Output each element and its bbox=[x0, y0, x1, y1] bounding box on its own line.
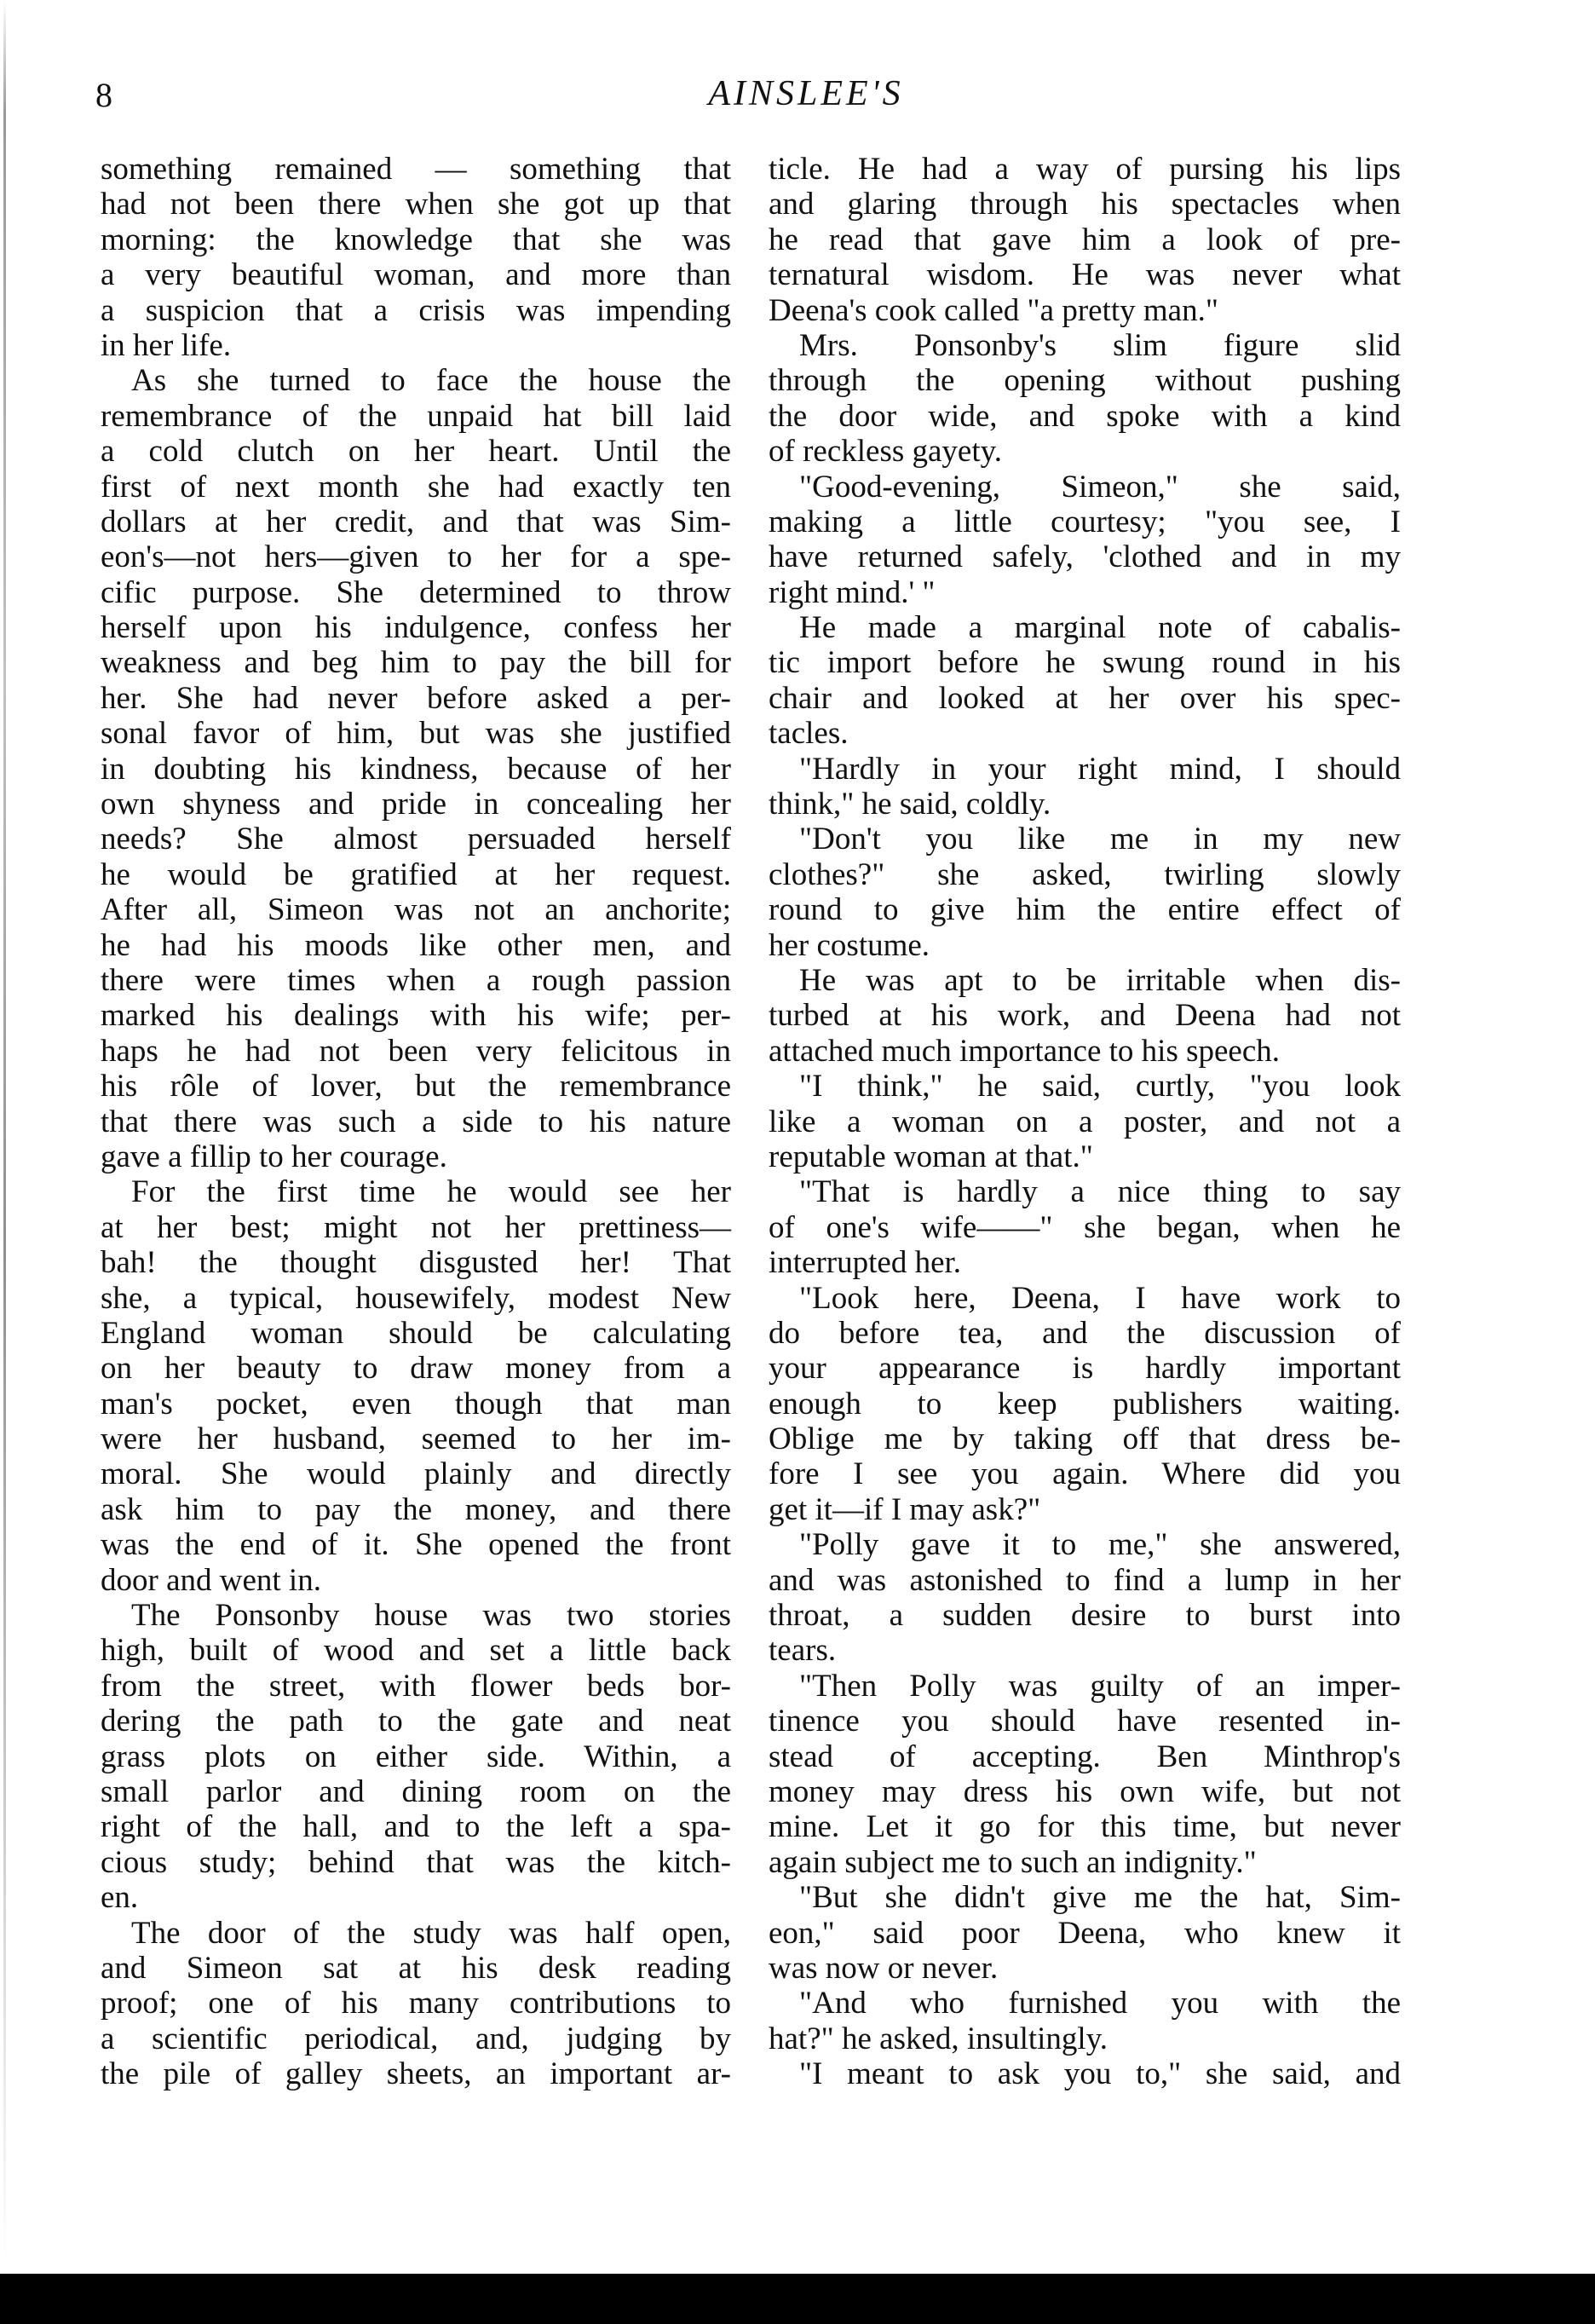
text-line: tic import before he swung round in his bbox=[769, 645, 1401, 681]
text-line: money may dress his own wife, but not bbox=[769, 1773, 1401, 1809]
text-line: of reckless gayety. bbox=[769, 434, 1002, 470]
paragraph bbox=[769, 1174, 1401, 1280]
text-line: do before tea, and the discussion of bbox=[769, 1315, 1401, 1351]
running-head: AINSLEE'S bbox=[708, 74, 904, 113]
text-line: "Good-evening, Simeon," she said, bbox=[799, 469, 1401, 505]
text-line: "Hardly in your right mind, I should bbox=[799, 751, 1401, 787]
text-line: attached much importance to his speech. bbox=[769, 1033, 1281, 1069]
paragraph bbox=[769, 2056, 1401, 2091]
page-number: 8 bbox=[95, 76, 112, 114]
text-line: man's pocket, even though that man bbox=[101, 1386, 731, 1422]
text-line: The Ponsonby house was two stories bbox=[131, 1598, 731, 1634]
text-line: the door wide, and spoke with a kind bbox=[769, 398, 1401, 434]
text-line: needs? She almost persuaded herself bbox=[101, 822, 731, 857]
text-line: he would be gratified at her request. bbox=[101, 856, 731, 892]
text-line: He made a marginal note of cabalis- bbox=[799, 610, 1401, 646]
text-line: clothes?" she asked, twirling slowly bbox=[769, 856, 1401, 892]
text-line: ask him to pay the money, and there bbox=[101, 1491, 731, 1527]
text-line: en. bbox=[101, 1880, 139, 1916]
text-line: her. She had never before asked a per- bbox=[101, 680, 731, 716]
text-line: "Then Polly was guilty of an imper- bbox=[799, 1668, 1401, 1704]
text-line: hat?" he asked, insultingly. bbox=[769, 2021, 1108, 2056]
text-line: tears. bbox=[769, 1633, 837, 1669]
text-line: reputable woman at that." bbox=[769, 1139, 1093, 1174]
text-line: For the first time he would see her bbox=[131, 1174, 731, 1210]
text-line: "Look here, Deena, I have work to bbox=[799, 1280, 1401, 1316]
text-line: haps he had not been very felicitous in bbox=[101, 1033, 731, 1069]
paragraph bbox=[769, 1880, 1401, 1986]
paragraph bbox=[769, 1527, 1401, 1669]
text-line: stead of accepting. Ben Minthrop's bbox=[769, 1739, 1401, 1774]
text-line: and was astonished to find a lump in her bbox=[769, 1562, 1401, 1598]
text-line: right mind.' " bbox=[769, 574, 936, 610]
text-column-left bbox=[101, 152, 731, 2091]
text-line: the pile of galley sheets, an important ar- bbox=[101, 2056, 731, 2092]
text-line: ticle. He had a way of pursing his lips bbox=[769, 152, 1401, 187]
text-line: grass plots on either side. Within, a bbox=[101, 1739, 731, 1774]
paragraph bbox=[769, 152, 1401, 328]
text-line: mine. Let it go for this time, but never bbox=[769, 1809, 1401, 1845]
text-line: at her best; might not her prettiness— bbox=[101, 1209, 731, 1245]
text-line: turbed at his work, and Deena had not bbox=[769, 998, 1401, 1034]
text-line: she, a typical, housewifely, modest New bbox=[101, 1280, 731, 1316]
text-line: his rôle of lover, but the remembrance bbox=[101, 1069, 731, 1104]
paragraph bbox=[769, 1281, 1401, 1528]
paragraph bbox=[769, 1669, 1401, 1880]
text-line: a suspicion that a crisis was impending bbox=[101, 292, 731, 328]
text-line: was the end of it. She opened the front bbox=[101, 1527, 731, 1563]
paragraph bbox=[101, 1174, 731, 1598]
text-line: her costume. bbox=[769, 927, 930, 963]
text-line: bah! the thought disgusted her! That bbox=[101, 1245, 731, 1281]
paragraph bbox=[769, 328, 1401, 470]
text-line: throat, a sudden desire to burst into bbox=[769, 1598, 1401, 1634]
text-line: "Polly gave it to me," she answered, bbox=[799, 1527, 1401, 1563]
paragraph bbox=[101, 1916, 731, 2092]
text-line: round to give him the entire effect of bbox=[769, 892, 1401, 928]
text-line: ternatural wisdom. He was never what bbox=[769, 257, 1401, 293]
text-line: fore I see you again. Where did you bbox=[769, 1456, 1401, 1492]
text-line: from the street, with flower beds bor- bbox=[101, 1668, 731, 1704]
text-line: again subject me to such an indignity." bbox=[769, 1844, 1257, 1880]
text-line: England woman should be calculating bbox=[101, 1315, 731, 1351]
text-line: remembrance of the unpaid hat bill laid bbox=[101, 398, 731, 434]
text-line: through the opening without pushing bbox=[769, 363, 1401, 399]
text-line: eon's—not hers—given to her for a spe- bbox=[101, 539, 731, 575]
paragraph bbox=[101, 1598, 731, 1916]
text-line: "That is hardly a nice thing to say bbox=[799, 1174, 1401, 1210]
text-line: in doubting his kindness, because of her bbox=[101, 751, 731, 787]
text-line: door and went in. bbox=[101, 1562, 321, 1598]
text-line: making a little courtesy; "you see, I bbox=[769, 504, 1401, 539]
paragraph bbox=[769, 1069, 1401, 1174]
text-column-right bbox=[769, 152, 1401, 2091]
text-line: "But she didn't give me the hat, Sim- bbox=[799, 1880, 1401, 1916]
text-line: Deena's cook called "a pretty man." bbox=[769, 292, 1218, 328]
text-line: have returned safely, 'clothed and in my bbox=[769, 539, 1401, 575]
text-line: something remained — something that bbox=[101, 152, 731, 187]
text-line: "I think," he said, curtly, "you look bbox=[799, 1069, 1401, 1104]
text-line: was now or never. bbox=[769, 1950, 999, 1986]
text-line: cific purpose. She determined to throw bbox=[101, 574, 731, 610]
text-line: he had his moods like other men, and bbox=[101, 927, 731, 963]
text-line: chair and looked at her over his spec- bbox=[769, 680, 1401, 716]
text-line: tinence you should have resented in- bbox=[769, 1704, 1401, 1739]
paragraph bbox=[101, 152, 731, 363]
text-line: and Simeon sat at his desk reading bbox=[101, 1950, 731, 1986]
text-line: a very beautiful woman, and more than bbox=[101, 257, 731, 293]
text-line: After all, Simeon was not an anchorite; bbox=[101, 892, 731, 928]
text-line: marked his dealings with his wife; per- bbox=[101, 998, 731, 1034]
text-line: Mrs. Ponsonby's slim figure slid bbox=[799, 327, 1401, 363]
text-line: like a woman on a poster, and not a bbox=[769, 1104, 1401, 1139]
scan-edge-artifact bbox=[3, 0, 6, 2267]
text-line: moral. She would plainly and directly bbox=[101, 1456, 731, 1492]
text-line: sonal favor of him, but was she justified bbox=[101, 716, 731, 752]
text-line: cious study; behind that was the kitch- bbox=[101, 1844, 731, 1880]
text-line: dering the path to the gate and neat bbox=[101, 1704, 731, 1739]
text-line: herself upon his indulgence, confess her bbox=[101, 610, 731, 646]
text-line: he read that gave him a look of pre- bbox=[769, 222, 1401, 257]
text-line: own shyness and pride in concealing her bbox=[101, 787, 731, 822]
text-line: think," he said, coldly. bbox=[769, 787, 1051, 822]
text-line: He was apt to be irritable when dis- bbox=[799, 962, 1401, 998]
text-line: a scientific periodical, and, judging by bbox=[101, 2021, 731, 2056]
text-line: weakness and beg him to pay the bill for bbox=[101, 645, 731, 681]
text-line: eon," said poor Deena, who knew it bbox=[769, 1915, 1401, 1951]
text-line: small parlor and dining room on the bbox=[101, 1773, 731, 1809]
text-line: and glaring through his spectacles when bbox=[769, 187, 1401, 222]
scan-bottom-border bbox=[0, 2274, 1595, 2324]
paragraph bbox=[769, 610, 1401, 752]
text-line: were her husband, seemed to her im- bbox=[101, 1422, 731, 1457]
text-line: right of the hall, and to the left a spa- bbox=[101, 1809, 731, 1845]
text-line: As she turned to face the house the bbox=[131, 363, 731, 399]
text-line: that there was such a side to his nature bbox=[101, 1104, 731, 1139]
text-line: morning: the knowledge that she was bbox=[101, 222, 731, 257]
text-line: your appearance is hardly important bbox=[769, 1351, 1401, 1387]
text-line: The door of the study was half open, bbox=[131, 1915, 731, 1951]
paragraph bbox=[769, 963, 1401, 1069]
text-line: dollars at her credit, and that was Sim- bbox=[101, 504, 731, 539]
text-line: tacles. bbox=[769, 716, 849, 752]
text-line: "And who furnished you with the bbox=[799, 1986, 1401, 2021]
text-line: "I meant to ask you to," she said, and bbox=[799, 2056, 1401, 2092]
paragraph bbox=[769, 822, 1401, 963]
text-line: on her beauty to draw money from a bbox=[101, 1351, 731, 1387]
text-line: interrupted her. bbox=[769, 1245, 962, 1281]
text-line: in her life. bbox=[101, 327, 232, 363]
text-line: proof; one of his many contributions to bbox=[101, 1986, 731, 2021]
text-line: there were times when a rough passion bbox=[101, 962, 731, 998]
text-line: "Don't you like me in my new bbox=[799, 822, 1401, 857]
text-line: enough to keep publishers waiting. bbox=[769, 1386, 1401, 1422]
text-line: get it—if I may ask?" bbox=[769, 1491, 1041, 1527]
text-line: had not been there when she got up that bbox=[101, 187, 731, 222]
text-line: gave a fillip to her courage. bbox=[101, 1139, 447, 1174]
paragraph bbox=[769, 470, 1401, 611]
text-line: first of next month she had exactly ten bbox=[101, 469, 731, 505]
paragraph bbox=[101, 363, 731, 1174]
text-line: high, built of wood and set a little back bbox=[101, 1633, 731, 1669]
text-line: a cold clutch on her heart. Until the bbox=[101, 434, 731, 470]
paragraph bbox=[769, 752, 1401, 822]
text-line: Oblige me by taking off that dress be- bbox=[769, 1422, 1401, 1457]
paragraph bbox=[769, 1986, 1401, 2056]
text-line: of one's wife——" she began, when he bbox=[769, 1209, 1401, 1245]
